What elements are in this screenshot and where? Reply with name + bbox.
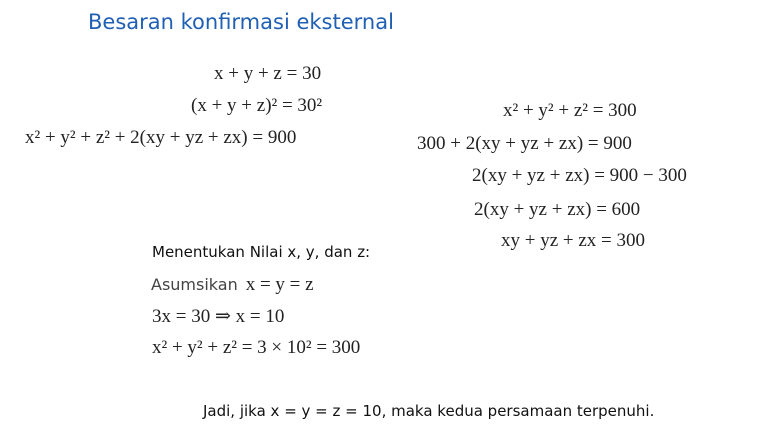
left-equation-2: (x + y + z)² = 30² bbox=[191, 95, 323, 116]
right-equation-5: xy + yz + zx = 300 bbox=[501, 230, 646, 251]
right-equation-3: 2(xy + yz + zx) = 900 − 300 bbox=[472, 165, 687, 186]
conclusion-text: Jadi, jika x = y = z = 10, maka kedua persamaan terpenuhi. bbox=[203, 402, 655, 420]
assumption-line bbox=[151, 274, 314, 296]
left-equation-1: x + y + z = 30 bbox=[214, 63, 322, 84]
middle-equation-1: 3x = 30 ⇒ x = 10 bbox=[152, 306, 285, 327]
page-title: Besaran konfirmasi eksternal bbox=[88, 10, 394, 34]
right-equation-1: x² + y² + z² = 300 bbox=[503, 100, 637, 121]
left-equation-3: x² + y² + z² + 2(xy + yz + zx) = 900 bbox=[25, 127, 297, 148]
assumption-equation: x = y = z bbox=[245, 274, 314, 295]
assumption-label: Asumsikan bbox=[151, 275, 238, 294]
right-equation-2: 300 + 2(xy + yz + zx) = 900 bbox=[417, 133, 632, 154]
method-heading: Menentukan Nilai x, y, dan z: bbox=[152, 243, 371, 261]
middle-equation-2: x² + y² + z² = 3 × 10² = 300 bbox=[152, 337, 361, 358]
right-equation-4: 2(xy + yz + zx) = 600 bbox=[474, 199, 641, 220]
